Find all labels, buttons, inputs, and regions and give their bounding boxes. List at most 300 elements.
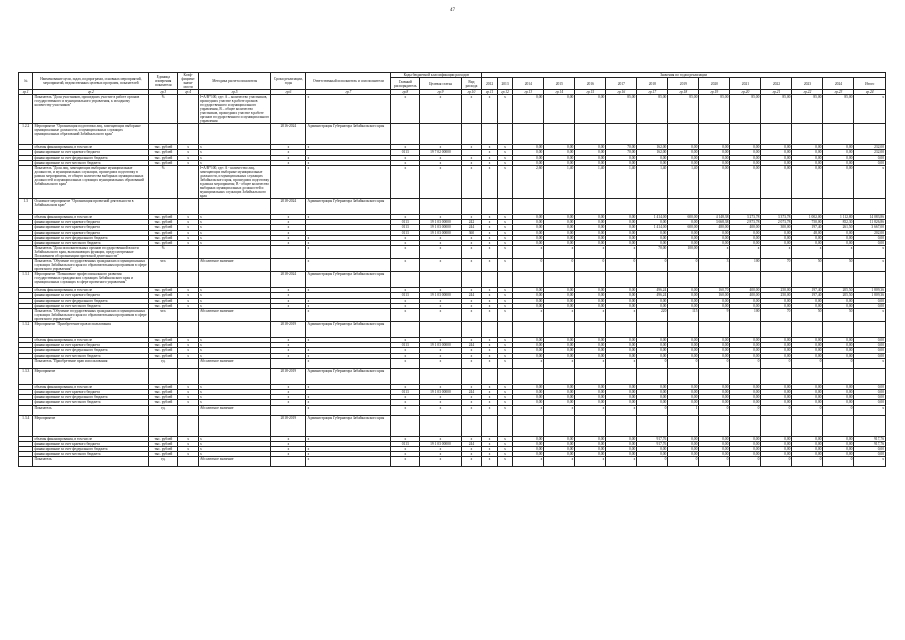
row-name-cell: Показатель "Обучение государственных гражданских и муниципальных служащих Забайкальского края по образовательным программам в сфере проектного управления" [33,309,149,322]
table-cell: 0 [761,405,792,415]
table-cell [461,322,482,338]
table-cell: 0,00 [637,390,668,395]
table-cell: 115 [668,309,699,322]
table-cell: 0,00 [513,95,544,124]
table-cell: х [306,358,391,368]
table-cell [668,415,699,436]
table-cell: х [461,298,482,303]
table-cell [391,124,420,145]
column-number-cell: гр.24 [854,90,886,95]
table-cell: 0,00 [606,436,637,441]
table-cell: 0,00 [513,338,544,343]
table-cell: х [391,348,420,353]
table-cell: 0,00 [761,145,792,150]
table-cell: х [544,246,575,259]
table-cell: 0,00 [575,150,606,155]
row-name-cell: финансирование за счет федерального бюджета [33,155,149,160]
table-cell: х [575,358,606,368]
row-name-cell: объемы финансирования, в том числе [33,436,149,441]
table-cell: 0,00 [606,452,637,457]
table-cell: 0,00 [668,220,699,225]
table-cell: х [461,446,482,451]
table-cell: х [391,155,420,160]
table-cell: х [271,446,306,451]
table-cell: х [482,246,498,259]
table-cell: х [306,215,391,220]
table-cell: х [306,246,391,259]
table-cell: 0,00 [792,303,823,308]
table-cell: 0,00 [513,303,544,308]
table-cell: 0 [637,457,668,467]
table-cell: 0,00 [699,390,730,395]
table-cell: х [271,288,306,293]
table-cell: 0,00 [761,395,792,400]
table-cell: х [198,288,270,293]
table-cell: 0,00 [575,303,606,308]
table-cell: 0,00 [637,384,668,389]
table-cell: х [482,303,498,308]
table-cell: х [178,298,199,303]
table-cell: х [482,452,498,457]
table-cell: 0,00 [575,348,606,353]
table-cell [854,124,886,145]
table-cell: 0,00 [854,446,886,451]
table-cell: тыс. рублей [149,395,178,400]
table-cell: х [178,452,199,457]
table-cell: 0,00 [575,338,606,343]
table-cell: 917,76 [637,436,668,441]
table-cell: х [420,353,461,358]
table-cell: 3 667,00 [854,225,886,230]
table-cell [544,368,575,384]
table-cell: х [575,405,606,415]
program-table [18,72,886,467]
table-cell [178,415,199,436]
table-cell: х [306,303,391,308]
table-cell: 0,00 [699,353,730,358]
table-cell: х [178,230,199,235]
table-cell: 0,00 [575,436,606,441]
table-cell: 0 [823,457,854,467]
table-cell: 100 [730,259,761,272]
table-cell [497,368,513,384]
row-name-cell: финансирование за счет краевого бюджета [33,150,149,155]
table-cell [823,272,854,288]
table-cell: х [271,220,306,225]
row-name-cell: Показатель "Доля исполнительных органов государственной власти Забайкальского края, выполняющих функции, предусмотренные Положением об организации проектной деятельности" [33,246,149,259]
table-cell: 0,00 [823,441,854,446]
table-cell: 0,00 [761,230,792,235]
table-cell: 1,40 [637,165,668,198]
table-cell: 917,76 [854,436,886,441]
table-cell: х [178,395,199,400]
table-cell [575,368,606,384]
row-name-cell: финансирование за счет местного бюджета [33,400,149,405]
table-cell: х [271,298,306,303]
table-cell: х [178,400,199,405]
table-cell [198,272,270,288]
table-cell: 0,00 [637,298,668,303]
table-cell [761,415,792,436]
table-cell: 0,00 [730,160,761,165]
column-number-cell: гр.19 [699,90,730,95]
table-cell [606,124,637,145]
table-cell: 0,00 [854,338,886,343]
header-year: 2023 [792,78,823,90]
table-cell: х [391,358,420,368]
table-cell: 2018-2024 [271,199,306,215]
table-cell: х [391,384,420,389]
table-cell: х [198,436,270,441]
table-cell: х [482,390,498,395]
table-cell: х [198,298,270,303]
table-cell: 0,00 [668,384,699,389]
table-cell: х [482,225,498,230]
table-cell: х [497,400,513,405]
table-cell: 0,00 [761,155,792,160]
table-cell: 0 [668,358,699,368]
table-cell: 0,00 [854,452,886,457]
header-kbk-2: Целевая статья [420,78,461,90]
header-year: 2018 [637,78,668,90]
table-cell: 0,00 [792,436,823,441]
activity-row [19,322,886,338]
table-cell: х [198,452,270,457]
table-cell: 160,70 [699,288,730,293]
row-number-cell [19,358,33,368]
table-cell: 0,00 [823,400,854,405]
table-cell: 0,00 [761,452,792,457]
column-number-cell: гр.6 [271,90,306,95]
table-cell [668,124,699,145]
table-cell: 0,00 [699,338,730,343]
header-exec: Ответственный исполнитель и соисполнители [306,73,391,90]
table-cell [391,199,420,215]
table-cell: 0,00 [606,400,637,405]
table-cell: тыс. рублей [149,230,178,235]
table-cell: 750,00 [792,220,823,225]
table-cell [482,124,498,145]
table-cell [271,309,306,322]
table-cell: х [420,95,461,124]
table-cell: х [306,436,391,441]
table-cell [461,415,482,436]
table-cell: х [513,405,544,415]
column-number-cell: гр.20 [730,90,761,95]
table-cell: х [482,288,498,293]
table-cell: 0,00 [637,400,668,405]
table-cell: 0,00 [730,400,761,405]
table-cell: х [606,309,637,322]
table-cell: 0,00 [637,395,668,400]
header-year: 2016 [575,78,606,90]
row-name-cell: Показатель [33,405,149,415]
table-cell: х [271,145,306,150]
table-cell: 0,00 [823,160,854,165]
table-cell [637,415,668,436]
table-cell [544,124,575,145]
table-cell: 0,00 [792,441,823,446]
column-number-cell: гр.17 [637,90,668,95]
table-cell [637,368,668,384]
table-cell: 0,00 [637,303,668,308]
table-cell: х [497,298,513,303]
table-cell: х [178,160,199,165]
row-name-cell: финансирование за счет краевого бюджета [33,390,149,395]
table-cell: х [461,95,482,124]
table-cell [198,246,270,259]
table-cell: 0,00 [637,220,668,225]
table-cell: х [482,395,498,400]
table-cell: х [497,160,513,165]
table-cell: 852,30 [823,220,854,225]
header-kbk: Коды бюджетной классификации расходов [391,73,482,78]
table-cell [854,272,886,288]
table-cell [575,272,606,288]
table-cell: х [198,390,270,395]
table-cell: 0,00 [513,452,544,457]
table-cell: 0,00 [699,303,730,308]
table-cell: х [306,155,391,160]
table-cell: 70 [761,259,792,272]
column-number-cell: гр.16 [606,90,637,95]
table-cell [544,272,575,288]
column-number-cell: гр.13 [513,90,544,95]
table-cell [730,415,761,436]
table-cell: 0,00 [513,150,544,155]
table-cell: тыс. рублей [149,303,178,308]
table-cell: х [391,259,420,272]
table-cell: х [271,441,306,446]
table-cell: 0,00 [823,353,854,358]
table-cell: 232,00 [854,145,886,150]
table-cell: х [391,288,420,293]
table-cell: 0,00 [606,288,637,293]
table-cell: х [198,338,270,343]
table-cell: х [461,358,482,368]
header-kbk-3: Вид расхода [461,78,482,90]
table-cell: 0,00 [544,235,575,240]
table-cell [730,199,761,215]
table-cell [575,415,606,436]
indicator-row [19,309,886,322]
table-cell: х [482,405,498,415]
table-cell: 400,00 [730,225,761,230]
table-cell: 0,00 [730,165,761,198]
table-cell [606,368,637,384]
table-cell: х [271,235,306,240]
table-cell: х [271,293,306,298]
table-cell: 19 1 03 00000 [420,225,461,230]
row-name-cell: Мероприятие [33,415,149,436]
table-cell [198,124,270,145]
table-cell: 0,00 [544,150,575,155]
table-cell: 0,00 [668,343,699,348]
table-cell: х [420,400,461,405]
table-cell: 0 [823,358,854,368]
table-cell: х [420,241,461,246]
table-cell: 0,00 [699,241,730,246]
table-cell: х [575,457,606,467]
table-cell: 0,00 [513,225,544,230]
table-cell: Администрация Губернатора Забайкальского края [306,272,391,288]
row-name-cell: финансирование за счет краевого бюджета [33,293,149,298]
table-cell: х [391,395,420,400]
table-cell: х [391,160,420,165]
table-cell: 205,50 [823,293,854,298]
table-cell: х [606,405,637,415]
table-cell: х [178,436,199,441]
table-cell: х [306,288,391,293]
table-cell: тыс. рублей [149,390,178,395]
table-cell: 0,00 [823,230,854,235]
table-cell: х [482,259,498,272]
table-cell: 0,00 [575,155,606,160]
table-cell: 0,00 [637,235,668,240]
row-name-cell: Показатель "Обучение государственных гражданских и муниципальных служащих Забайкальского края по образовательным программам в сфере проектного управления" [33,259,149,272]
table-cell: тыс. рублей [149,436,178,441]
table-cell [461,199,482,215]
table-cell: 70,00 [637,246,668,259]
table-cell: х [497,165,513,198]
table-cell: 0,00 [668,230,699,235]
table-cell: тыс. рублей [149,288,178,293]
table-cell: 0,00 [699,436,730,441]
table-cell: 0,00 [730,441,761,446]
table-cell: 0 [792,358,823,368]
row-name-cell: Мероприятие "Приобретение прав использования [33,322,149,338]
table-cell [792,415,823,436]
table-cell: х [482,343,498,348]
table-cell: 0,00 [544,400,575,405]
table-cell: х [482,446,498,451]
table-cell: 0 [668,457,699,467]
table-cell: х [198,241,270,246]
table-cell: тыс. рублей [149,446,178,451]
table-cell: х [306,241,391,246]
table-cell [271,259,306,272]
table-cell: х [198,220,270,225]
table-cell: х [461,395,482,400]
table-cell: 0,00 [606,235,637,240]
table-cell: 0 [637,358,668,368]
table-cell: 0,00 [699,298,730,303]
table-cell: 1 809,36 [854,288,886,293]
table-cell: 0,00 [668,390,699,395]
table-cell: 0,00 [730,446,761,451]
column-number-cell: гр.14 [544,90,575,95]
table-cell: 0 [823,405,854,415]
table-cell: тыс. рублей [149,160,178,165]
table-cell [575,124,606,145]
table-cell: 85,00 [637,95,668,124]
table-cell: 0,00 [730,298,761,303]
table-cell: х [482,241,498,246]
row-number-cell [19,457,33,467]
table-cell: 48,00 [792,230,823,235]
table-cell: 0,00 [823,395,854,400]
table-cell: х [497,436,513,441]
row-number-cell: 1.2.2 [19,124,33,145]
table-cell [699,322,730,338]
table-cell: 1,40 [575,165,606,198]
table-cell: х [854,165,886,198]
table-cell: Администрация Губернатора Забайкальского края [306,415,391,436]
table-cell: 0,00 [513,160,544,165]
table-cell: х [461,384,482,389]
table-cell: 0,00 [544,348,575,353]
table-cell: х [391,309,420,322]
header-year: 2020 [699,78,730,90]
table-cell: 0,00 [854,390,886,395]
table-cell: 0,00 [792,390,823,395]
table-cell: х [792,246,823,259]
table-cell: 0,00 [792,150,823,155]
table-cell: 0,00 [606,338,637,343]
table-cell: 0,00 [730,150,761,155]
table-cell: Администрация Губернатора Забайкальского края [306,322,391,338]
table-cell: 0,00 [761,436,792,441]
table-cell [823,368,854,384]
table-cell: 0,00 [730,230,761,235]
column-number-cell: гр.15 [575,90,606,95]
table-cell: 0,00 [699,160,730,165]
table-cell: Администрация Губернатора Забайкальского края [306,368,391,384]
table-cell: х [306,95,391,124]
table-cell: Администрация Губернатора Забайкальского края [306,199,391,215]
table-cell [271,246,306,259]
table-cell: 0,00 [606,303,637,308]
column-number-cell: гр.9 [420,90,461,95]
table-cell: 0,00 [513,436,544,441]
row-name-cell: финансирование за счет краевого бюджета [33,343,149,348]
table-cell: х [271,343,306,348]
header-year: 2015 [544,78,575,90]
row-name-cell: финансирование за счет федерального бюджета [33,235,149,240]
row-name-cell: финансирование за счет местного бюджета [33,160,149,165]
table-cell [544,322,575,338]
table-cell: х [497,457,513,467]
table-cell [271,457,306,467]
table-cell: х [482,165,498,198]
column-number-cell: гр.8 [391,90,420,95]
table-cell: 3 373,78 [761,215,792,220]
table-cell: 0,00 [823,436,854,441]
table-cell: 0,00 [544,225,575,230]
table-cell: 0,00 [792,241,823,246]
table-cell [497,322,513,338]
table-cell: 0,00 [575,390,606,395]
table-cell [792,124,823,145]
table-cell: х [482,436,498,441]
table-cell: 0,00 [699,150,730,155]
table-cell: 0,00 [544,145,575,150]
table-cell: 2018-2019 [271,368,306,384]
table-cell: х [461,259,482,272]
table-cell: 1 414,00 [637,215,668,220]
table-cell [699,199,730,215]
table-cell: х [497,288,513,293]
indicator-row [19,246,886,259]
table-cell: 0,00 [606,241,637,246]
table-cell: 0,00 [792,145,823,150]
table-cell: 0,00 [761,390,792,395]
table-cell: х [461,400,482,405]
table-cell: 0,00 [823,241,854,246]
table-cell: х [178,215,199,220]
table-cell: 261,50 [823,225,854,230]
table-cell: 0,00 [544,343,575,348]
